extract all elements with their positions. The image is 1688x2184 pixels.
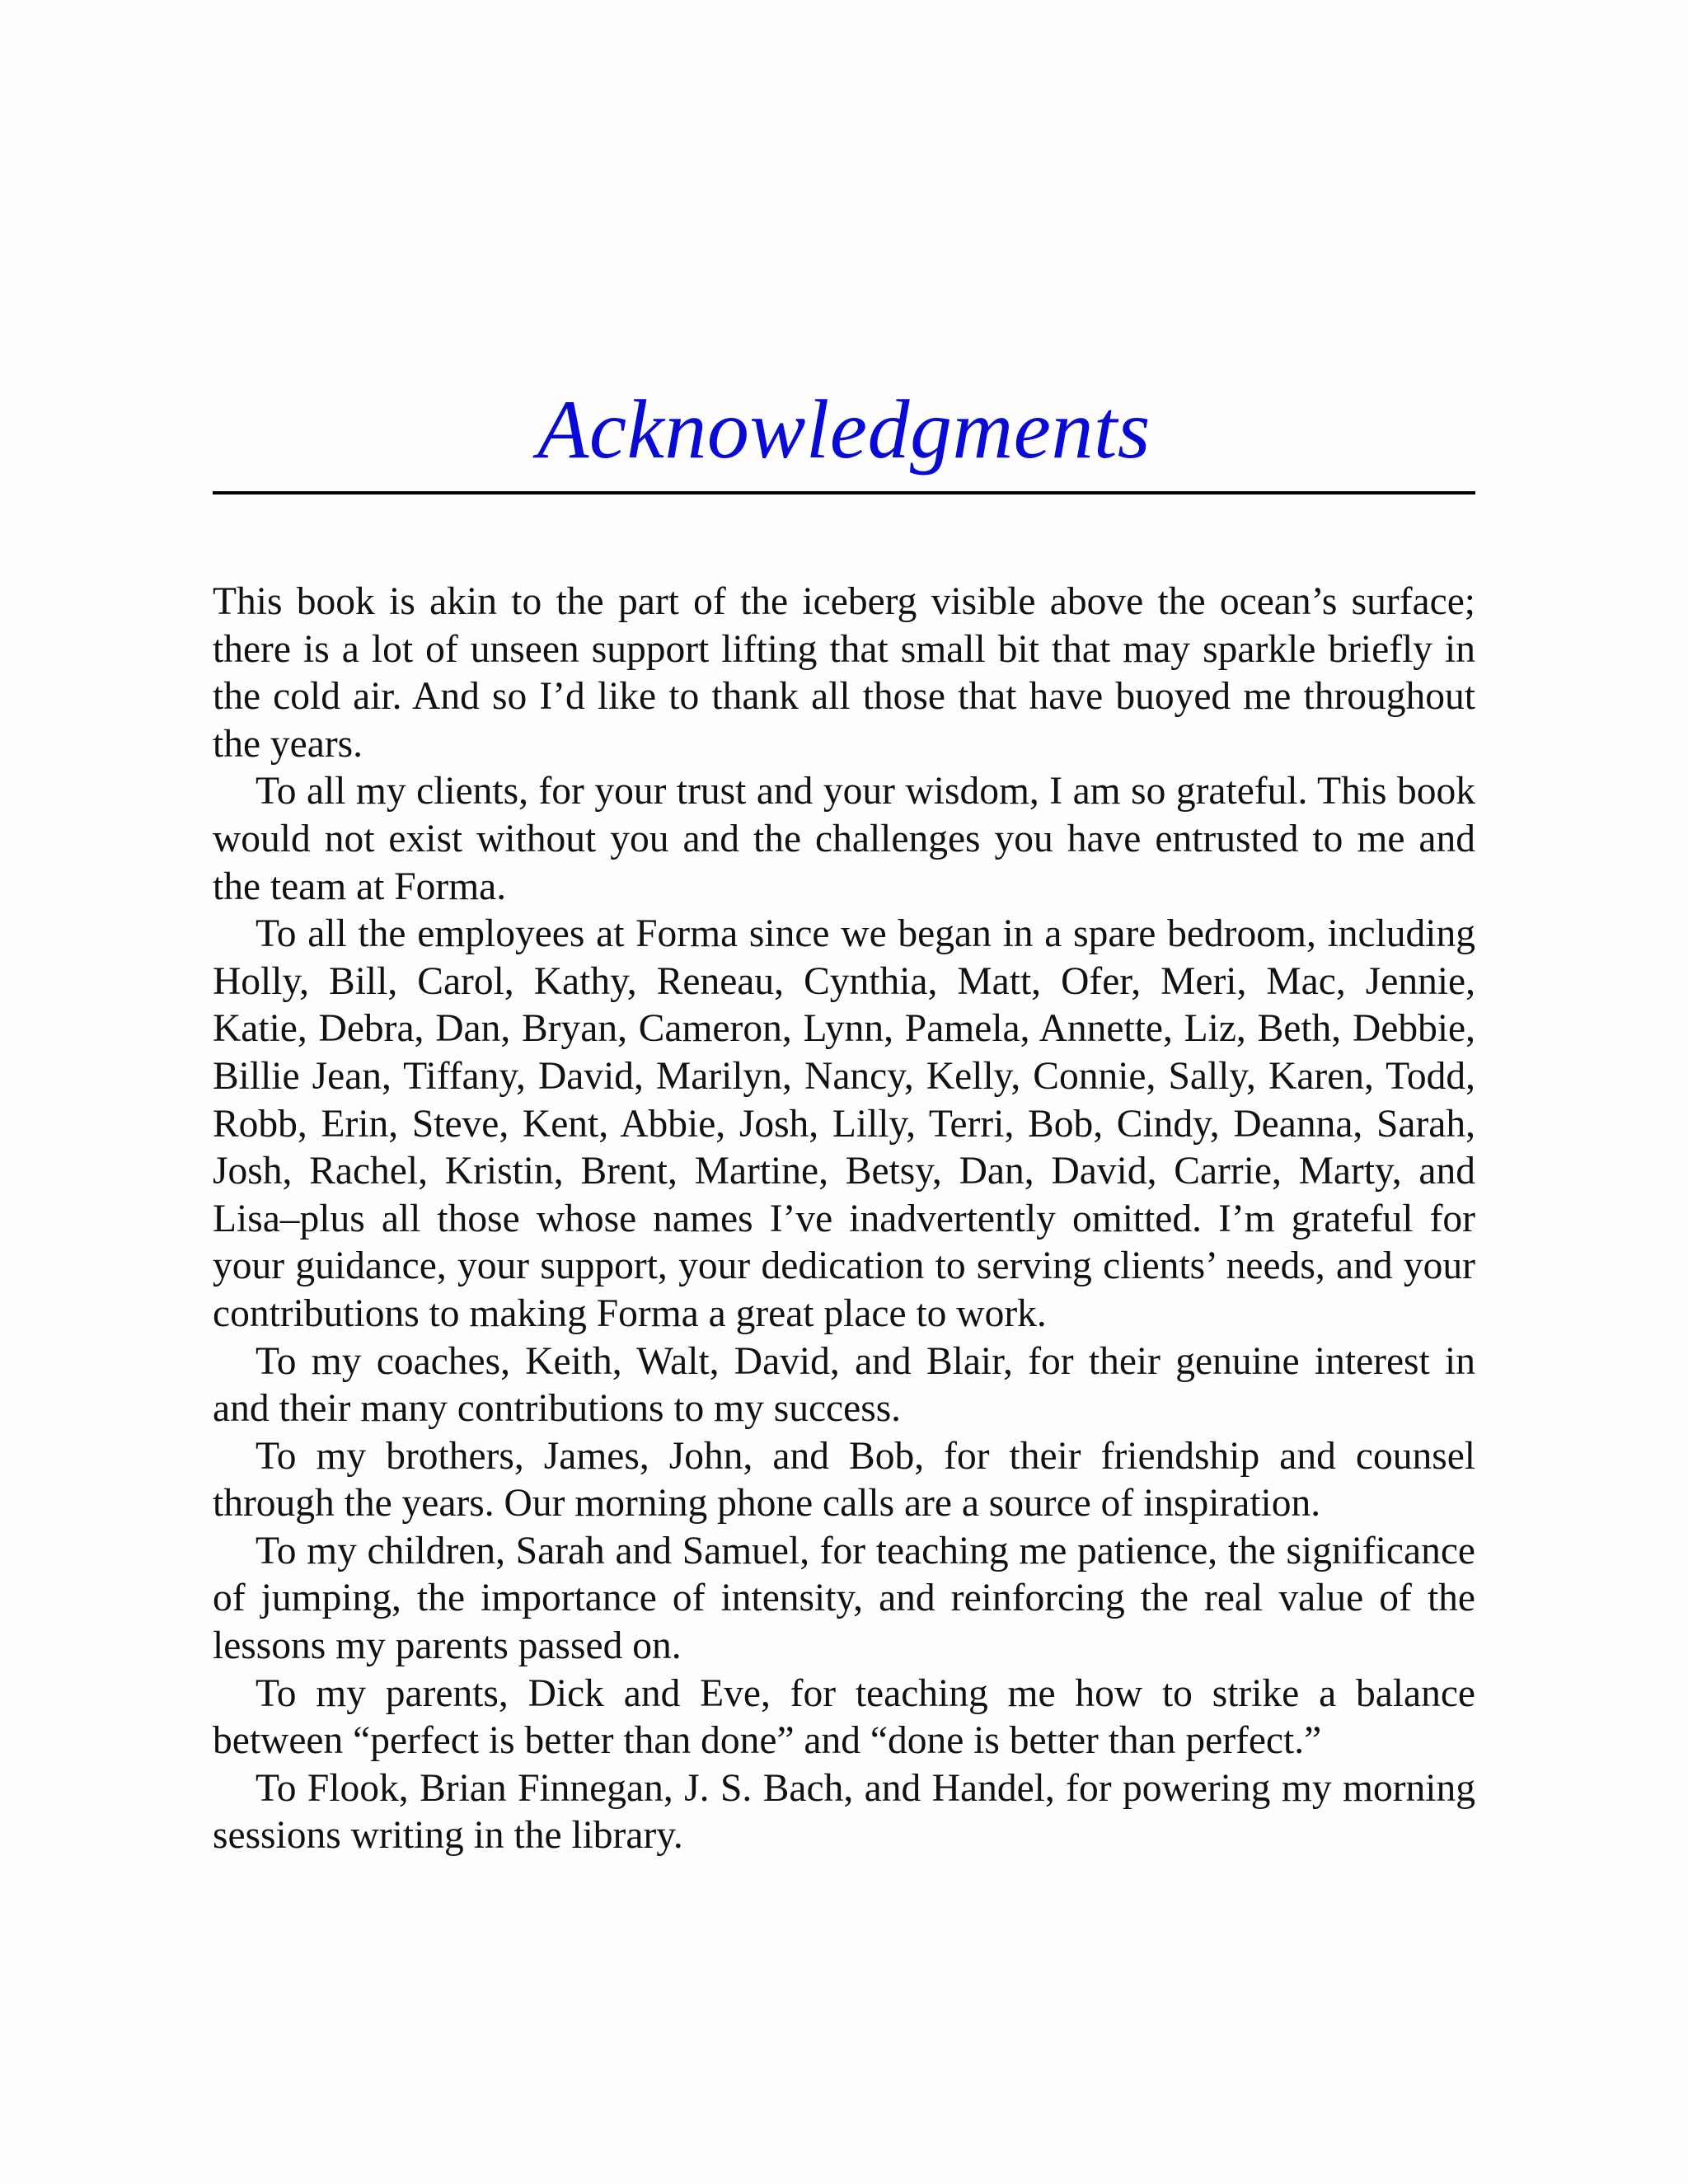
paragraph: To all the employees at Forma since we began in a spare bedroom, including Holly, Bill, Carol, Kathy, Reneau, Cynthia, Matt, Ofer, Meri, Mac, Jennie, Katie, Debra, Dan, Bryan, Cameron, Lynn, Pamela, Annette, Liz, Beth, Debbie, Billie Jean, Tiffany, David, Marilyn, Nancy, Kelly, Connie, Sally, Karen, Todd, Robb, Erin, Steve, Kent, Abbie, Josh, Lilly, Terri, Bob, Cindy, Deanna, Sarah, Josh, Rachel, Kristin, Brent, Martine, Betsy, Dan, David, Carrie, Marty, and Lisa–plus all those whose names I’ve inadvertently omitted. I’m grateful for your guidance, your support, your dedication to serving clients’ needs, and your contributions to making Forma a great place to work. <box>213 912 1475 1335</box>
paragraph: To all my clients, for your trust and your wisdom, I am so grateful. This book would not exist without you and the challenges you have entrusted to me and the team at Forma. <box>213 770 1475 908</box>
paragraph: To my parents, Dick and Eve, for teaching me how to strike a balance between “perfect is better than done” and “done is better than perfect.” <box>213 1671 1475 1763</box>
body-text <box>213 579 1475 1860</box>
title-rule <box>213 491 1475 494</box>
chapter-title: Acknowledgments <box>537 383 1151 476</box>
paragraph: To my coaches, Keith, Walt, David, and Blair, for their genuine interest in and their many contributions to my success. <box>213 1339 1475 1431</box>
paragraph: To my brothers, James, John, and Bob, for their friendship and counsel through the years. Our morning phone calls are a source of inspiration. <box>213 1434 1475 1526</box>
paragraph: To my children, Sarah and Samuel, for teaching me patience, the significance of jumping, the importance of intensity, and reinforcing the real value of the lessons my parents passed on. <box>213 1529 1475 1668</box>
paragraph: This book is akin to the part of the iceberg visible above the ocean’s surface; there is a lot of unseen support lifting that small bit that may sparkle briefly in the cold air. And so I’d like to thank all those that have buoyed me throughout the years. <box>213 580 1475 766</box>
book-page <box>213 0 1475 2184</box>
paragraph: To Flook, Brian Finnegan, J. S. Bach, and Handel, for powering my morning sessions writing in the library. <box>213 1766 1475 1858</box>
